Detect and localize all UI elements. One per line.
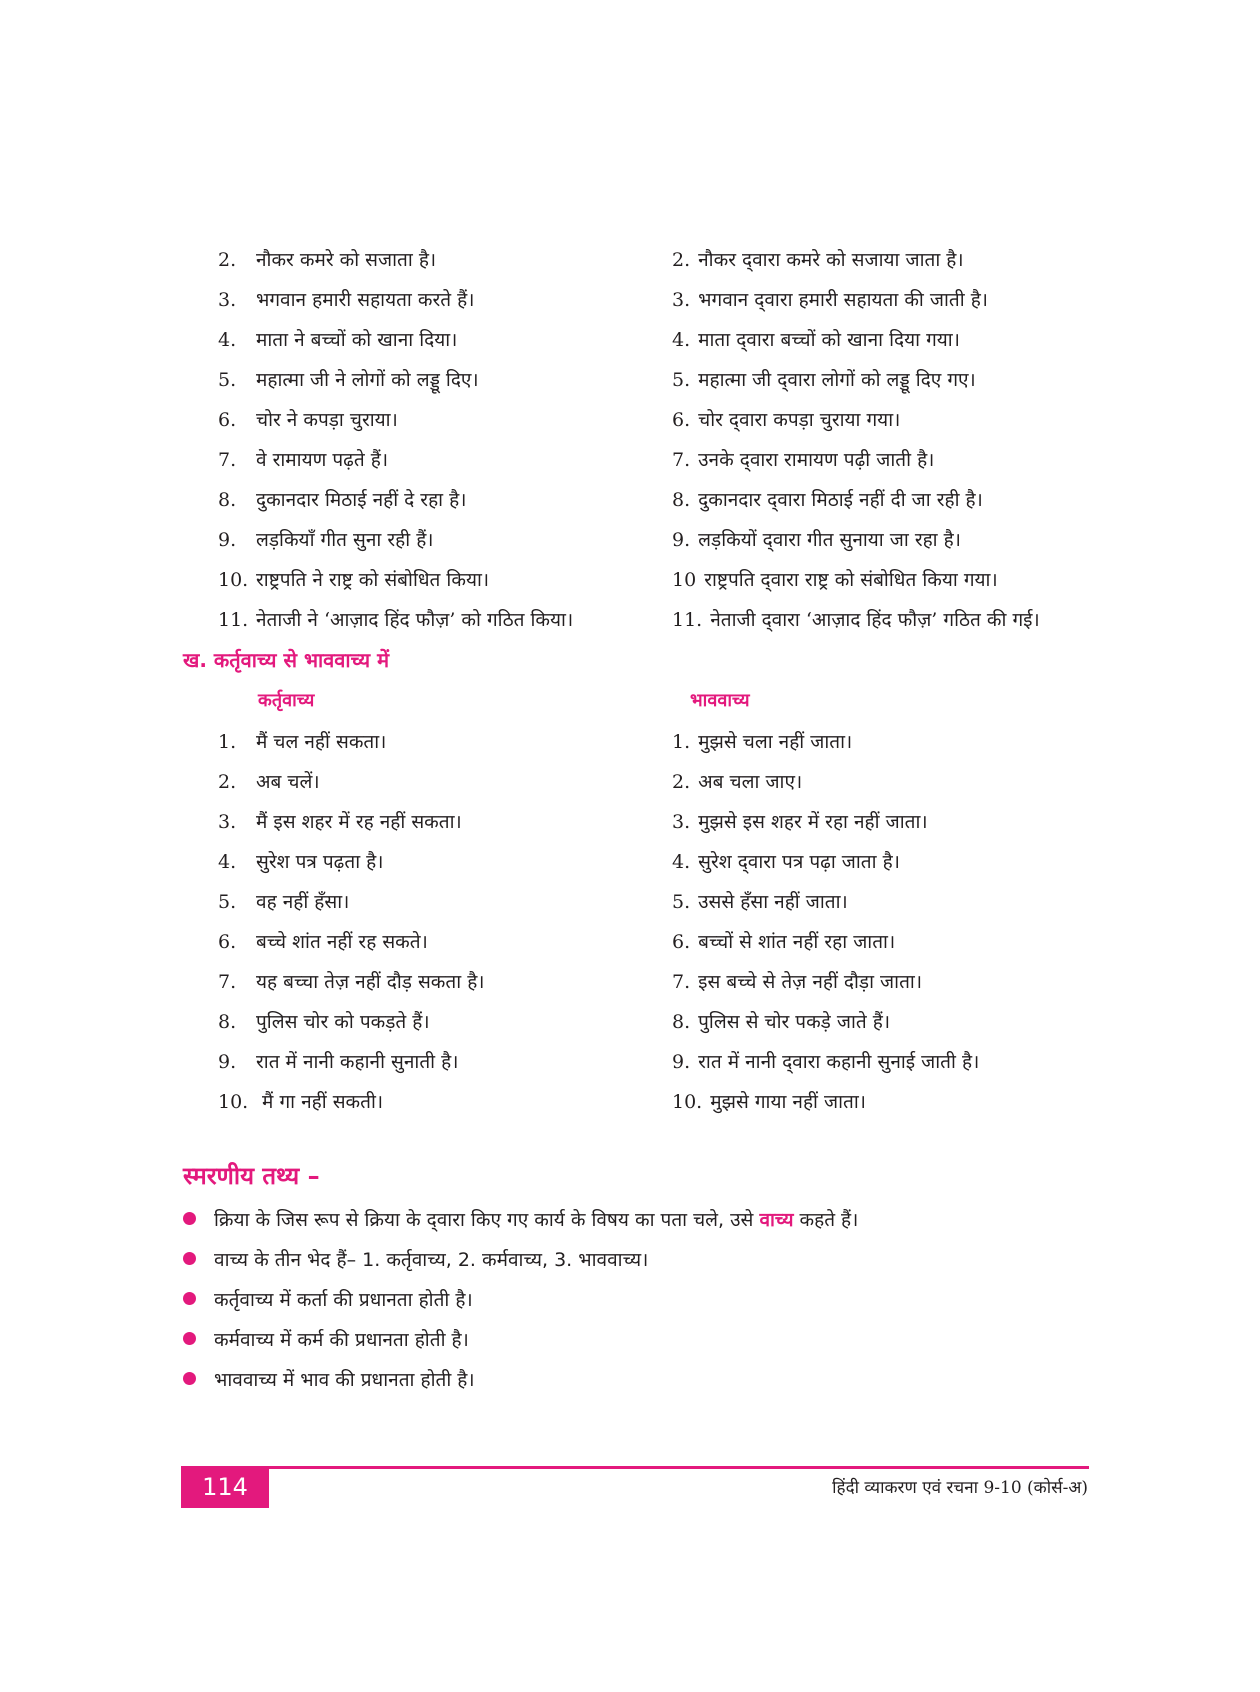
item-number: 7. xyxy=(672,971,691,993)
item-number: 9. xyxy=(218,1051,237,1073)
sentence-text: दुकानदार द्‍वारा मिठाई नहीं दी जा रही है। xyxy=(698,489,983,511)
bhav-sentence xyxy=(672,882,1102,922)
passive-sentence xyxy=(672,360,1102,400)
right-column-heading: भाववाच्य xyxy=(690,690,750,711)
fact-text-before: क्रिया के जिस रूप से क्रिया के द्‍वारा किए गए कार्य के विषय का पता चले, उसे xyxy=(214,1209,760,1231)
sentence-text: मैं इस शहर में रह नहीं सकता। xyxy=(256,811,462,833)
kartri-sentence xyxy=(218,922,658,962)
item-number: 11. xyxy=(672,609,703,631)
item-number: 7. xyxy=(218,971,237,993)
fact-text-before: कर्तृवाच्य में कर्ता की प्रधानता होती है। xyxy=(214,1289,473,1311)
sentence-text: बच्चों से शांत नहीं रहा जाता। xyxy=(698,931,896,953)
item-number: 3. xyxy=(218,811,237,833)
active-sentence xyxy=(218,520,658,560)
kartri-sentence xyxy=(218,1082,658,1122)
sentence-text: महात्मा जी ने लोगों को लड्डू दिए। xyxy=(256,369,479,391)
item-number: 4. xyxy=(672,329,691,351)
passive-sentence xyxy=(672,520,1102,560)
item-number: 8. xyxy=(218,489,237,511)
fact-text-before: कर्मवाच्य में कर्म की प्रधानता होती है। xyxy=(214,1329,469,1351)
bhav-sentence xyxy=(672,922,1102,962)
fact-item xyxy=(183,1360,475,1400)
kartri-sentence xyxy=(218,722,658,762)
item-number: 4. xyxy=(218,851,237,873)
sentence-text: माता ने बच्चों को खाना दिया। xyxy=(256,329,458,351)
bhav-sentence xyxy=(672,962,1102,1002)
sentence-text: मुझसे चला नहीं जाता। xyxy=(698,731,853,753)
kartri-sentence xyxy=(218,1042,658,1082)
item-number: 3. xyxy=(672,289,691,311)
kartri-sentence xyxy=(218,762,658,802)
fact-text-before: वाच्य के तीन भेद हैं– 1. कर्तृवाच्य, 2. कर्मवाच्य, 3. भाववाच्य। xyxy=(214,1249,649,1271)
item-number: 8. xyxy=(672,489,691,511)
sentence-text: पुलिस से चोर पकड़े जाते हैं। xyxy=(698,1011,891,1033)
passive-sentence xyxy=(672,400,1102,440)
item-number: 1. xyxy=(672,731,691,753)
sentence-text: उनके द्‍वारा रामायण पढ़ी जाती है। xyxy=(698,449,935,471)
item-number: 7. xyxy=(218,449,237,471)
sentence-text: राष्ट्रपति द्‍वारा राष्ट्र को संबोधित किया गया। xyxy=(704,569,998,591)
item-number: 8. xyxy=(218,1011,237,1033)
item-number: 11. xyxy=(218,609,249,631)
item-number: 6. xyxy=(672,931,691,953)
fact-text-after: कहते हैं। xyxy=(793,1209,859,1231)
fact-item xyxy=(183,1200,858,1240)
item-number: 6. xyxy=(672,409,691,431)
sentence-text: सुरेश पत्र पढ़ता है। xyxy=(256,851,384,873)
footer-rule xyxy=(181,1466,1089,1469)
bhav-sentence xyxy=(672,762,1102,802)
active-sentence xyxy=(218,240,658,280)
fact-highlight: वाच्य xyxy=(759,1209,794,1231)
item-number: 6. xyxy=(218,409,237,431)
sentence-text: नौकर कमरे को सजाता है। xyxy=(256,249,437,271)
active-sentence xyxy=(218,360,658,400)
bhav-sentence xyxy=(672,722,1102,762)
item-number: 1. xyxy=(218,731,237,753)
sentence-text: रात में नानी द्‍वारा कहानी सुनाई जाती है। xyxy=(698,1051,980,1073)
bullet-dot-icon xyxy=(183,1332,196,1345)
passive-sentence xyxy=(672,560,1102,600)
kartri-sentence xyxy=(218,842,658,882)
sentence-text: दुकानदार मिठाई नहीं दे रहा है। xyxy=(256,489,467,511)
item-number: 9. xyxy=(672,529,691,551)
sentence-text: माता द्‍वारा बच्चों को खाना दिया गया। xyxy=(698,329,960,351)
page-number: 114 xyxy=(181,1466,269,1508)
bullet-dot-icon xyxy=(183,1252,196,1265)
passive-sentence xyxy=(672,600,1102,640)
sentence-text: चोर ने कपड़ा चुराया। xyxy=(256,409,398,431)
sentence-text: मैं चल नहीं सकता। xyxy=(256,731,387,753)
sentence-text: अब चला जाए। xyxy=(698,771,803,793)
fact-text-before: भाववाच्य में भाव की प्रधानता होती है। xyxy=(214,1369,475,1391)
item-number: 9. xyxy=(218,529,237,551)
sentence-text: सुरेश द्‍वारा पत्र पढ़ा जाता है। xyxy=(698,851,900,873)
item-number: 5. xyxy=(672,369,691,391)
item-number: 4. xyxy=(218,329,237,351)
passive-sentence xyxy=(672,320,1102,360)
passive-sentence xyxy=(672,440,1102,480)
bullet-dot-icon xyxy=(183,1372,196,1385)
passive-sentence xyxy=(672,480,1102,520)
bhav-sentence xyxy=(672,842,1102,882)
fact-item xyxy=(183,1320,469,1360)
bhav-sentence xyxy=(672,802,1102,842)
item-number: 3. xyxy=(218,289,237,311)
sentence-text: लड़कियाँ गीत सुना रही हैं। xyxy=(256,529,434,551)
sentence-text: लड़कियों द्‍वारा गीत सुनाया जा रहा है। xyxy=(698,529,961,551)
item-number: 7. xyxy=(672,449,691,471)
sentence-text: वे रामायण पढ़ते हैं। xyxy=(256,449,389,471)
fact-item xyxy=(183,1280,473,1320)
active-sentence xyxy=(218,280,658,320)
sentence-text: राष्ट्रपति ने राष्ट्र को संबोधित किया। xyxy=(256,569,490,591)
item-number: 2. xyxy=(672,771,691,793)
bhav-sentence xyxy=(672,1082,1102,1122)
sentence-text: नौकर द्‍वारा कमरे को सजाया जाता है। xyxy=(698,249,964,271)
item-number: 10. xyxy=(672,1091,703,1113)
passive-sentence xyxy=(672,280,1102,320)
sentence-text: वह नहीं हँसा। xyxy=(256,891,350,913)
book-title: हिंदी व्याकरण एवं रचना 9-10 (कोर्स-अ) xyxy=(832,1478,1088,1498)
kartri-sentence xyxy=(218,802,658,842)
sentence-text: अब चलें। xyxy=(256,771,320,793)
item-number: 2. xyxy=(672,249,691,271)
sentence-text: मुझसे इस शहर में रहा नहीं जाता। xyxy=(698,811,928,833)
left-column-heading: कर्तृवाच्य xyxy=(258,690,315,711)
active-sentence xyxy=(218,600,658,640)
active-sentence xyxy=(218,560,658,600)
item-number: 5. xyxy=(672,891,691,913)
sentence-text: इस बच्चे से तेज़ नहीं दौड़ा जाता। xyxy=(698,971,923,993)
sentence-text: मुझसे गाया नहीं जाता। xyxy=(710,1091,866,1113)
sentence-text: भगवान हमारी सहायता करते हैं। xyxy=(256,289,475,311)
item-number: 8. xyxy=(672,1011,691,1033)
active-sentence xyxy=(218,440,658,480)
bullet-dot-icon xyxy=(183,1292,196,1305)
kartri-sentence xyxy=(218,962,658,1002)
bhav-sentence xyxy=(672,1002,1102,1042)
sentence-text: नेताजी द्‍वारा ‘आज़ाद हिंद फौज़’ गठित की गई। xyxy=(710,609,1040,631)
sentence-text: यह बच्चा तेज़ नहीं दौड़ सकता है। xyxy=(256,971,485,993)
kartri-sentence xyxy=(218,1002,658,1042)
item-number: 3. xyxy=(672,811,691,833)
passive-sentence xyxy=(672,240,1102,280)
bhav-sentence xyxy=(672,1042,1102,1082)
section-heading: ख. कर्तृवाच्य से भाववाच्य में xyxy=(183,648,390,672)
sentence-text: बच्चे शांत नहीं रह सकते। xyxy=(256,931,428,953)
item-number: 10. xyxy=(218,1091,249,1113)
sentence-text: महात्मा जी द्‍वारा लोगों को लड्डू दिए गए। xyxy=(698,369,976,391)
active-sentence xyxy=(218,320,658,360)
active-sentence xyxy=(218,480,658,520)
item-number: 10. xyxy=(218,569,249,591)
item-number: 2. xyxy=(218,249,237,271)
sentence-text: पुलिस चोर को पकड़ते हैं। xyxy=(256,1011,430,1033)
sentence-text: भगवान द्‍वारा हमारी सहायता की जाती है। xyxy=(698,289,988,311)
item-number: 4. xyxy=(672,851,691,873)
item-number: 9. xyxy=(672,1051,691,1073)
sentence-text: रात में नानी कहानी सुनाती है। xyxy=(256,1051,459,1073)
item-number: 10 xyxy=(672,569,697,591)
active-sentence xyxy=(218,400,658,440)
item-number: 5. xyxy=(218,891,237,913)
item-number: 2. xyxy=(218,771,237,793)
bullet-dot-icon xyxy=(183,1212,196,1225)
fact-item xyxy=(183,1240,648,1280)
kartri-sentence xyxy=(218,882,658,922)
sentence-text: नेताजी ने ‘आज़ाद हिंद फौज़’ को गठित किया। xyxy=(256,609,574,631)
facts-heading: स्मरणीय तथ्य – xyxy=(183,1162,320,1190)
sentence-text: मैं गा नहीं सकती। xyxy=(256,1091,384,1113)
sentence-text: चोर द्‍वारा कपड़ा चुराया गया। xyxy=(698,409,901,431)
sentence-text: उससे हँसा नहीं जाता। xyxy=(698,891,848,913)
item-number: 6. xyxy=(218,931,237,953)
item-number: 5. xyxy=(218,369,237,391)
